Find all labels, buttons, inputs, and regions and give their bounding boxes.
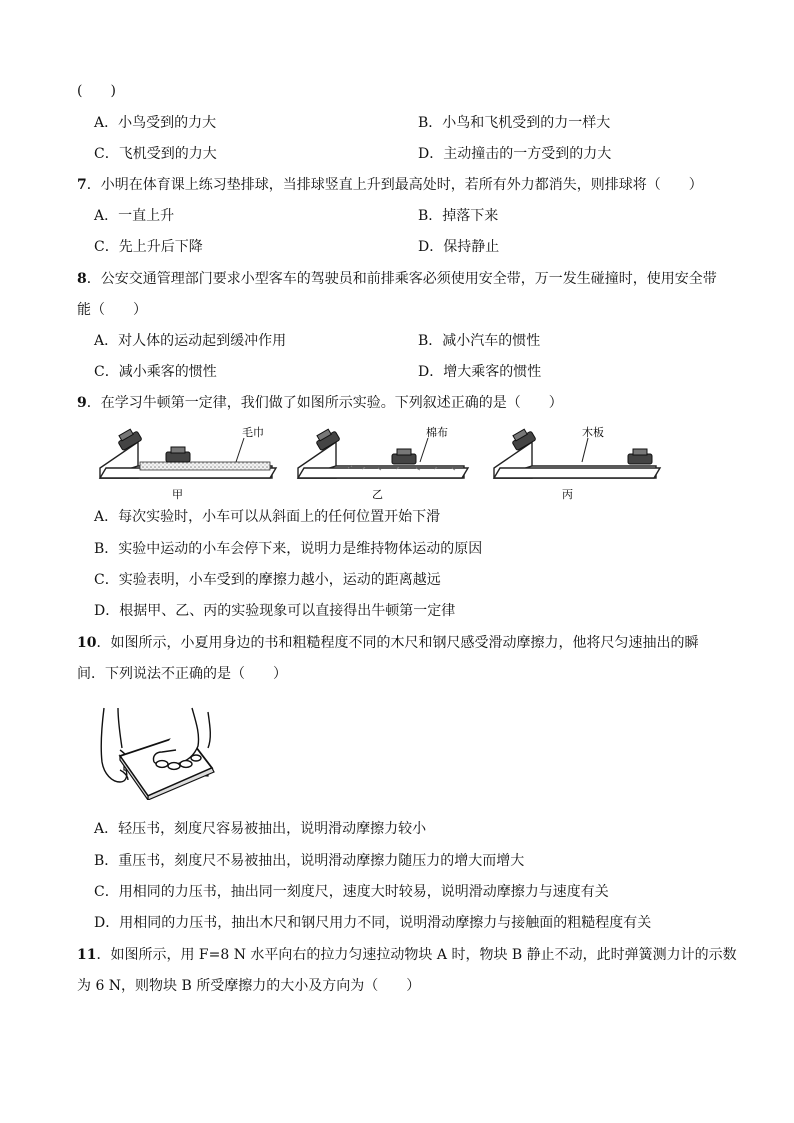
q7-option-c[interactable]: C．先上升后下降 <box>94 239 203 255</box>
q9-text: ．在学习牛顿第一定律，我们做了如图所示实验。下列叙述正确的是（ ） <box>86 395 563 411</box>
q6-option-a[interactable]: A．小鸟受到的力大 <box>94 115 217 131</box>
q10-option-b[interactable]: B．重压书，刻度尺不易被抽出，说明滑动摩擦力随压力的增大而增大 <box>94 853 525 869</box>
caption-bing: 丙 <box>562 488 573 501</box>
q7-number: 7 <box>77 177 87 193</box>
q9-figure-incline-experiment <box>94 418 666 502</box>
q10-text: ．如图所示，小夏用身边的书和粗糙程度不同的木尺和钢尺感受滑动摩擦力，他将尺匀速抽出的瞬 <box>96 635 699 651</box>
q9-option-b[interactable]: B．实验中运动的小车会停下来，说明力是维持物体运动的原因 <box>94 541 483 557</box>
surface-label-cotton: 棉布 <box>426 426 448 439</box>
car-stopped-icon <box>166 447 190 462</box>
incline-setup-towel <box>100 425 276 501</box>
towel-surface <box>140 462 270 470</box>
q7-stem <box>77 175 703 195</box>
q7-option-a[interactable]: A．一直上升 <box>94 208 175 224</box>
car-stopped-icon <box>628 449 652 464</box>
q8-option-d[interactable]: D．增大乘客的惯性 <box>418 364 542 380</box>
q10-option-d[interactable]: D．用相同的力压书，抽出木尺和钢尺用力不同，说明滑动摩擦力与接触面的粗糙程度有关 <box>94 915 652 931</box>
q11-stem-cont: 为 6 N，则物块 B 所受摩擦力的大小及方向为（ ） <box>77 978 421 994</box>
q7-option-d[interactable]: D．保持静止 <box>418 239 500 255</box>
q6-option-d[interactable]: D．主动撞击的一方受到的力大 <box>418 146 612 162</box>
caption-yi: 乙 <box>372 488 383 501</box>
q8-option-c[interactable]: C．减小乘客的惯性 <box>94 364 217 380</box>
label-leader-line <box>236 438 244 462</box>
q7-option-b[interactable]: B．掉落下来 <box>418 208 499 224</box>
q8-number: 8 <box>77 271 87 287</box>
q8-text: ．公安交通管理部门要求小型客车的驾驶员和前排乘客必须使用安全带，万一发生碰撞时，使用安全带 <box>86 271 717 287</box>
surface-label-towel: 毛巾 <box>242 426 264 439</box>
q11-number: 11 <box>77 947 97 963</box>
q10-stem-cont: 间．下列说法不正确的是（ ） <box>77 666 287 682</box>
q9-stem <box>77 393 563 413</box>
q10-option-a[interactable]: A．轻压书，刻度尺容易被抽出，说明滑动摩擦力较小 <box>94 821 427 837</box>
q9-option-a[interactable]: A．每次实验时，小车可以从斜面上的任何位置开始下滑 <box>94 509 441 525</box>
q6-option-b[interactable]: B．小鸟和飞机受到的力一样大 <box>418 115 611 131</box>
label-leader-line <box>420 438 428 462</box>
caption-jia: 甲 <box>172 488 183 501</box>
q9-number: 9 <box>77 395 87 411</box>
q10-option-c[interactable]: C．用相同的力压书，抽出同一刻度尺，速度大时较易，说明滑动摩擦力与速度有关 <box>94 884 609 900</box>
surface-label-board: 木板 <box>582 426 604 439</box>
q9-option-d[interactable]: D．根据甲、乙、丙的实验现象可以直接得出牛顿第一定律 <box>94 603 456 619</box>
q8-stem-cont: 能（ ） <box>77 302 147 318</box>
q11-stem <box>77 945 737 965</box>
q8-option-a[interactable]: A．对人体的运动起到缓冲作用 <box>94 333 287 349</box>
q9-option-c[interactable]: C．实验表明，小车受到的摩擦力越小，运动的距离越远 <box>94 572 441 588</box>
q6-answer-blank: ( ) <box>77 83 116 99</box>
q11-text: ．如图所示，用 F=8 N 水平向右的拉力匀速拉动物块 A 时，物块 B 静止不动，此时弹簧测力计的示数 <box>96 947 737 963</box>
incline-setup-board <box>494 425 660 501</box>
car-stopped-icon <box>392 449 416 464</box>
q8-option-b[interactable]: B．减小汽车的惯性 <box>418 333 541 349</box>
q10-figure-book-ruler <box>96 704 246 800</box>
label-leader-line <box>582 438 588 462</box>
q10-number: 10 <box>77 635 97 651</box>
q10-stem <box>77 633 698 653</box>
q6-option-c[interactable]: C．飞机受到的力大 <box>94 146 217 162</box>
q7-text: ．小明在体育课上练习垫排球，当排球竖直上升到最高处时，若所有外力都消失，则排球将（ ） <box>86 177 703 193</box>
q8-stem <box>77 269 717 289</box>
incline-setup-cotton <box>298 425 468 501</box>
